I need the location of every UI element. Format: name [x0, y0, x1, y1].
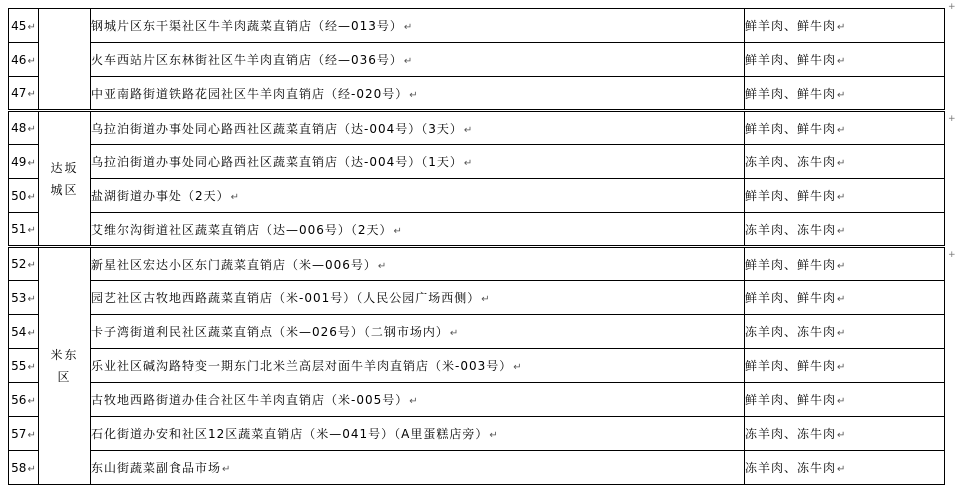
- shop-name-cell: [91, 383, 745, 417]
- row-number-text: 52: [11, 257, 27, 271]
- meat-type-cell: [745, 213, 945, 247]
- paragraph-mark: ↵: [27, 89, 36, 100]
- shop-name: 乐业社区碱沟路特变一期东门北米兰高层对面牛羊肉直销店（米-003号）: [91, 359, 513, 373]
- meat-type-cell: [745, 281, 945, 315]
- row-number-text: 50: [11, 188, 27, 203]
- row-number-text: 45: [11, 18, 27, 33]
- meat-type-cell: [745, 9, 945, 43]
- paragraph-mark: ↵: [409, 396, 419, 407]
- shop-name: 园艺社区古牧地西路蔬菜直销店（米-001号）（人民公园广场西侧）: [91, 291, 481, 305]
- shop-name: 东山街蔬菜副食品市场: [91, 461, 222, 475]
- paragraph-mark: ↵: [489, 430, 499, 441]
- meat-type-cell: [745, 111, 945, 145]
- meat-type: 鲜羊肉、鲜牛肉: [745, 189, 837, 203]
- paragraph-mark: ↵: [463, 124, 474, 136]
- shop-name: 中亚南路街道铁路花园社区牛羊肉直销店（经-020号）: [91, 86, 409, 101]
- meat-type: 冻羊肉、冻牛肉: [745, 427, 837, 441]
- shop-name: 艾维尔沟街道社区蔬菜直销店（达—006号）（2天）: [91, 222, 393, 237]
- meat-type-cell: [745, 315, 945, 349]
- row-number-text: 46: [11, 52, 27, 67]
- row-number: [9, 77, 39, 111]
- paragraph-mark: ↵: [27, 361, 36, 373]
- row-number: [9, 349, 39, 383]
- paragraph-mark: ↵: [463, 158, 474, 169]
- meat-type: 冻羊肉、冻牛肉: [745, 325, 837, 339]
- district-name: 米东区: [50, 348, 79, 384]
- shop-name-cell: [91, 315, 745, 349]
- meat-type-cell: [745, 145, 945, 179]
- row-number: [9, 43, 39, 77]
- paragraph-mark: ↵: [837, 124, 847, 136]
- meat-type: 鲜羊肉、鲜牛肉: [745, 393, 837, 407]
- row-number-text: 54: [11, 324, 27, 339]
- paragraph-mark: ↵: [27, 327, 36, 339]
- shop-name-cell: [91, 111, 745, 145]
- shop-name: 新星社区宏达小区东门蔬菜直销店（米—006号）: [91, 257, 377, 272]
- row-number: [9, 179, 39, 213]
- row-number: [9, 111, 39, 145]
- meat-type: 鲜羊肉、鲜牛肉: [745, 19, 837, 33]
- meat-type-cell: [745, 349, 945, 383]
- paragraph-mark: ↵: [837, 225, 847, 237]
- paragraph-mark: ↵: [837, 464, 847, 475]
- table-row: [9, 383, 945, 417]
- row-number: [9, 247, 39, 281]
- paragraph-mark: ↵: [837, 294, 847, 305]
- shop-name: 乌拉泊街道办事处同心路西社区蔬菜直销店（达-004号）（3天）: [91, 121, 463, 136]
- table-row: [9, 315, 945, 349]
- meat-type-cell: [745, 247, 945, 281]
- meat-type: 冻羊肉、冻牛肉: [745, 222, 837, 237]
- paragraph-mark: ↵: [837, 430, 847, 441]
- paragraph-mark: ↵: [230, 192, 241, 203]
- table-row: [9, 9, 945, 43]
- row-number-text: 49: [11, 154, 27, 169]
- shop-name: 石化街道办安和社区12区蔬菜直销店（米—041号）（A里蛋糕店旁）: [91, 427, 489, 441]
- meat-type-cell: [745, 417, 945, 451]
- shop-list-table: [8, 8, 945, 485]
- paragraph-mark: ↵: [27, 21, 36, 33]
- district-cell: [39, 247, 91, 485]
- shop-name-cell: [91, 213, 745, 247]
- meat-type: 冻羊肉、冻牛肉: [745, 461, 837, 475]
- paragraph-mark: ↵: [27, 429, 36, 441]
- paragraph-mark: ↵: [837, 158, 847, 169]
- paragraph-mark: ↵: [837, 328, 847, 339]
- meat-type: 鲜羊肉、鲜牛肉: [745, 86, 837, 101]
- paragraph-mark: ↵: [403, 56, 414, 67]
- paragraph-mark: ↵: [403, 22, 414, 33]
- row-number-text: 57: [11, 426, 27, 441]
- table-row: [9, 451, 945, 485]
- paragraph-mark: ↵: [27, 157, 36, 169]
- shop-name-cell: [91, 247, 745, 281]
- table-end-mark: +: [948, 2, 956, 12]
- meat-type-cell: [745, 77, 945, 111]
- district-name: 达坂城区: [50, 160, 79, 197]
- row-number: [9, 9, 39, 43]
- meat-type: 冻羊肉、冻牛肉: [745, 155, 837, 169]
- meat-type: 鲜羊肉、鲜牛肉: [745, 359, 837, 373]
- paragraph-mark: ↵: [27, 463, 36, 475]
- paragraph-mark: ↵: [837, 362, 847, 373]
- row-number-text: 58: [11, 460, 27, 475]
- paragraph-mark: ↵: [837, 56, 847, 67]
- paragraph-mark: ↵: [27, 395, 36, 407]
- paragraph-mark: ↵: [27, 191, 36, 203]
- shop-name: 乌拉泊街道办事处同心路西社区蔬菜直销店（达-004号）（1天）: [91, 155, 463, 169]
- shop-name-cell: [91, 9, 745, 43]
- shop-name-cell: [91, 145, 745, 179]
- table-end-mark: +: [948, 114, 956, 124]
- paragraph-mark: ↵: [27, 225, 36, 236]
- shop-name: 火车西站片区东林街社区牛羊肉直销店（经—036号）: [91, 53, 403, 67]
- paragraph-mark: ↵: [27, 293, 36, 305]
- shop-name: 钢城片区东干渠社区牛羊肉蔬菜直销店（经—013号）: [91, 19, 403, 33]
- meat-type: 鲜羊肉、鲜牛肉: [745, 53, 837, 67]
- table-row: [9, 213, 945, 247]
- row-number: [9, 213, 39, 247]
- row-number-text: 53: [11, 290, 27, 305]
- table-row: [9, 349, 945, 383]
- meat-type: 鲜羊肉、鲜牛肉: [745, 257, 837, 272]
- table-row: [9, 77, 945, 111]
- paragraph-mark: ↵: [481, 294, 491, 305]
- row-number: [9, 417, 39, 451]
- shop-name: 古牧地西路街道办佳合社区牛羊肉直销店（米-005号）: [91, 393, 409, 407]
- row-number: [9, 383, 39, 417]
- shop-name-cell: [91, 451, 745, 485]
- shop-name: 卡子湾街道利民社区蔬菜直销点（米—026号）（二钢市场内）: [91, 325, 449, 339]
- shop-name-cell: [91, 43, 745, 77]
- table-row: [9, 247, 945, 281]
- shop-name: 盐湖街道办事处（2天）: [91, 189, 230, 203]
- table-row: [9, 417, 945, 451]
- row-number: [9, 281, 39, 315]
- meat-type-cell: [745, 179, 945, 213]
- table-row: [9, 43, 945, 77]
- table-end-mark: +: [948, 250, 956, 260]
- row-number-text: 48: [11, 121, 27, 135]
- paragraph-mark: ↵: [27, 124, 36, 135]
- shop-name-cell: [91, 179, 745, 213]
- paragraph-mark: ↵: [513, 362, 523, 373]
- row-number-text: 55: [11, 358, 27, 373]
- meat-type-cell: [745, 43, 945, 77]
- meat-type-cell: [745, 383, 945, 417]
- paragraph-mark: ↵: [409, 89, 419, 101]
- shop-name-cell: [91, 349, 745, 383]
- paragraph-mark: ↵: [377, 260, 388, 272]
- row-number-text: 47: [11, 86, 27, 100]
- row-number-text: 51: [11, 222, 27, 236]
- shop-name-cell: [91, 417, 745, 451]
- paragraph-mark: ↵: [27, 55, 36, 67]
- paragraph-mark: ↵: [222, 464, 232, 475]
- table-row: [9, 145, 945, 179]
- paragraph-mark: ↵: [837, 396, 847, 407]
- shop-name-cell: [91, 77, 745, 111]
- paragraph-mark: ↵: [27, 260, 36, 271]
- meat-type-cell: [745, 451, 945, 485]
- district-cell: [39, 111, 91, 247]
- row-number: [9, 145, 39, 179]
- row-number-text: 56: [11, 392, 27, 407]
- meat-type: 鲜羊肉、鲜牛肉: [745, 291, 837, 305]
- row-number: [9, 451, 39, 485]
- district-cell: [39, 9, 91, 111]
- table-row: [9, 281, 945, 315]
- paragraph-mark: ↵: [837, 22, 847, 33]
- paragraph-mark: ↵: [393, 225, 403, 237]
- paragraph-mark: ↵: [449, 328, 460, 339]
- meat-type: 鲜羊肉、鲜牛肉: [745, 121, 837, 136]
- table-row: [9, 179, 945, 213]
- paragraph-mark: ↵: [837, 192, 847, 203]
- row-number: [9, 315, 39, 349]
- paragraph-mark: ↵: [837, 89, 847, 101]
- table-row: [9, 111, 945, 145]
- paragraph-mark: ↵: [837, 260, 847, 272]
- shop-name-cell: [91, 281, 745, 315]
